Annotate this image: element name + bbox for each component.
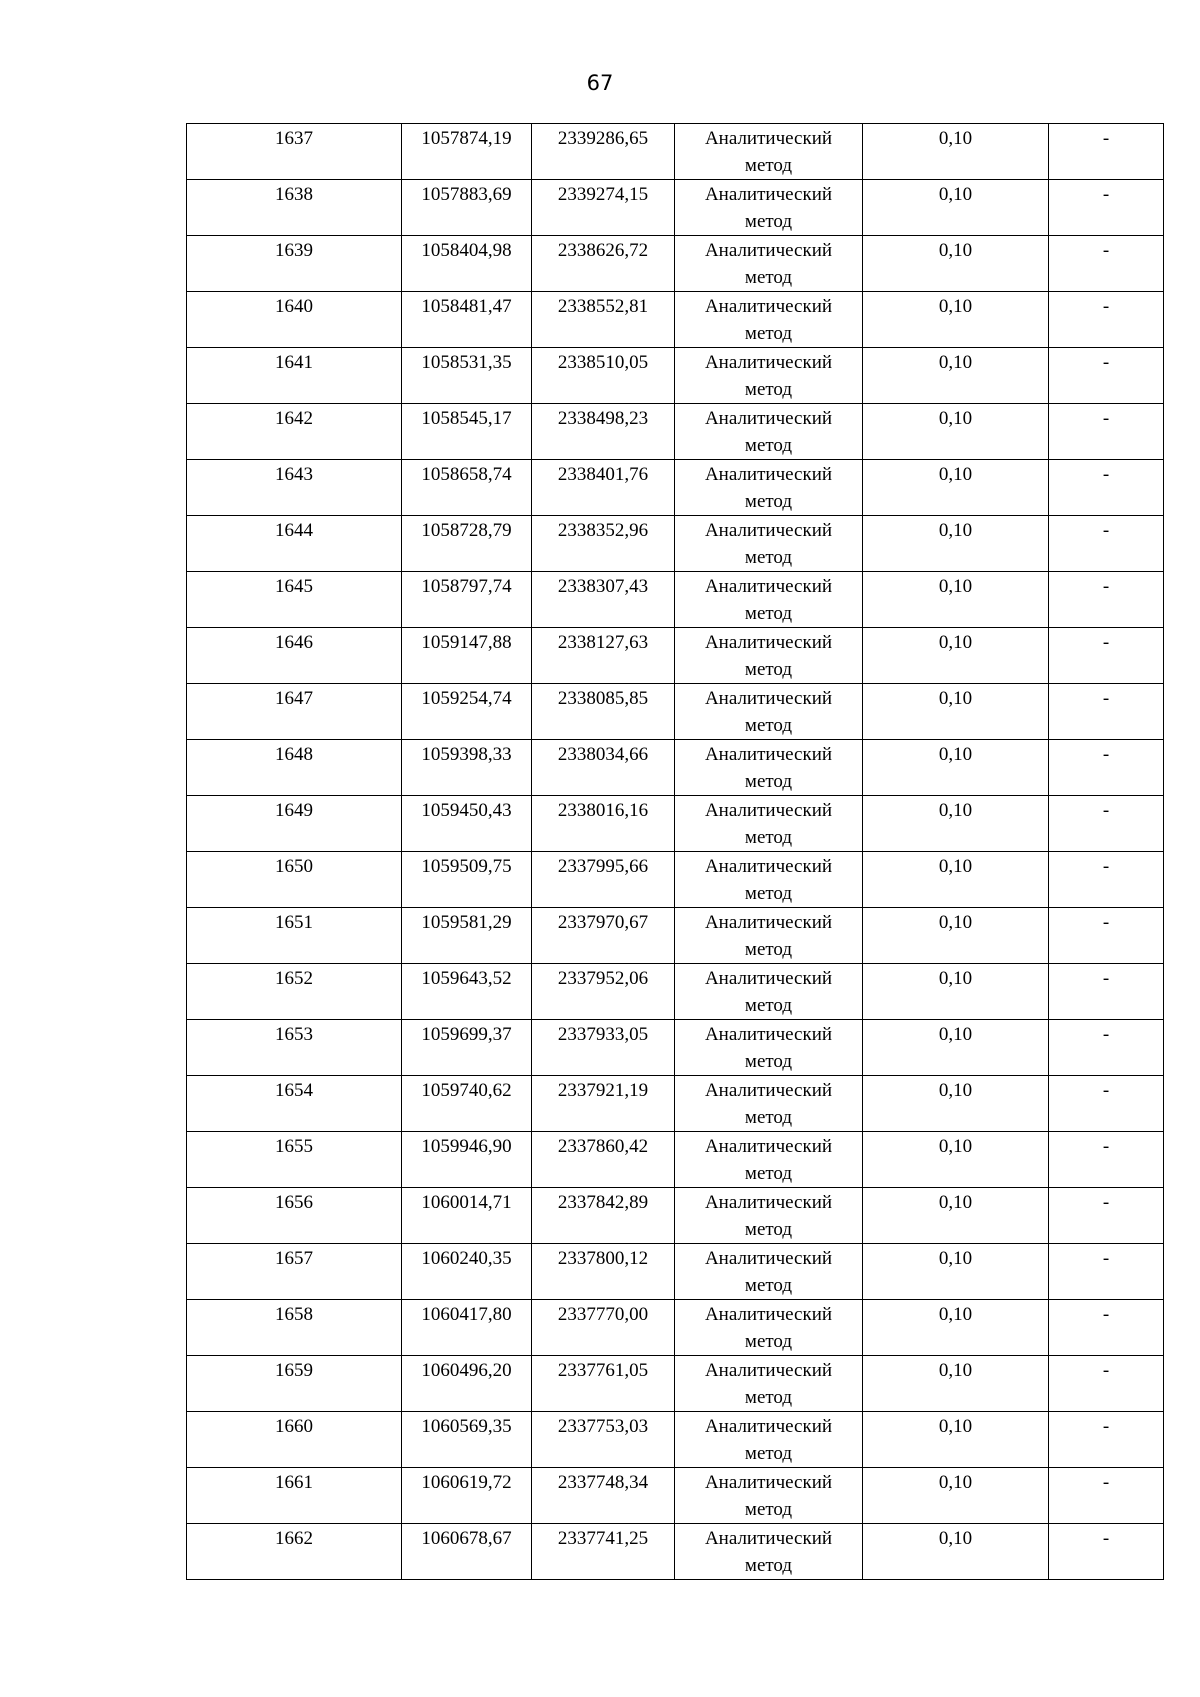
accuracy-cell: 0,10 <box>863 180 1049 236</box>
x-coordinate-cell: 1058481,47 <box>402 292 532 348</box>
method-text: Аналитический метод <box>704 296 833 344</box>
y-coordinate-cell: 2338352,96 <box>532 516 675 572</box>
x-coordinate-cell: 1058531,35 <box>402 348 532 404</box>
table-row <box>187 516 1164 572</box>
point-number-cell: 1662 <box>187 1524 402 1580</box>
method-text: Аналитический метод <box>704 1248 833 1296</box>
point-number-cell: 1654 <box>187 1076 402 1132</box>
note-cell: - <box>1049 572 1164 628</box>
point-number-cell: 1637 <box>187 124 402 180</box>
method-cell <box>675 1132 863 1188</box>
table-row <box>187 1412 1164 1468</box>
y-coordinate-cell: 2337741,25 <box>532 1524 675 1580</box>
y-coordinate-cell: 2338085,85 <box>532 684 675 740</box>
note-cell: - <box>1049 516 1164 572</box>
point-number-cell: 1651 <box>187 908 402 964</box>
method-cell <box>675 292 863 348</box>
y-coordinate-cell: 2337748,34 <box>532 1468 675 1524</box>
method-text: Аналитический метод <box>704 464 833 512</box>
note-cell: - <box>1049 348 1164 404</box>
note-cell: - <box>1049 1300 1164 1356</box>
y-coordinate-cell: 2337933,05 <box>532 1020 675 1076</box>
point-number-cell: 1641 <box>187 348 402 404</box>
point-number-cell: 1656 <box>187 1188 402 1244</box>
method-text: Аналитический метод <box>704 1080 833 1128</box>
accuracy-cell: 0,10 <box>863 124 1049 180</box>
method-cell <box>675 1020 863 1076</box>
y-coordinate-cell: 2337753,03 <box>532 1412 675 1468</box>
table-row <box>187 1188 1164 1244</box>
method-text: Аналитический метод <box>704 1472 833 1520</box>
method-text: Аналитический метод <box>704 1304 833 1352</box>
y-coordinate-cell: 2337860,42 <box>532 1132 675 1188</box>
point-number-cell: 1644 <box>187 516 402 572</box>
x-coordinate-cell: 1059509,75 <box>402 852 532 908</box>
accuracy-cell: 0,10 <box>863 1300 1049 1356</box>
note-cell: - <box>1049 628 1164 684</box>
table-row <box>187 1020 1164 1076</box>
table-row <box>187 1300 1164 1356</box>
x-coordinate-cell: 1058728,79 <box>402 516 532 572</box>
y-coordinate-cell: 2338498,23 <box>532 404 675 460</box>
x-coordinate-cell: 1057883,69 <box>402 180 532 236</box>
x-coordinate-cell: 1057874,19 <box>402 124 532 180</box>
note-cell: - <box>1049 1412 1164 1468</box>
y-coordinate-cell: 2337921,19 <box>532 1076 675 1132</box>
accuracy-cell: 0,10 <box>863 908 1049 964</box>
page-number: 67 <box>586 71 614 95</box>
accuracy-cell: 0,10 <box>863 516 1049 572</box>
y-coordinate-cell: 2339274,15 <box>532 180 675 236</box>
method-text: Аналитический метод <box>704 520 833 568</box>
y-coordinate-cell: 2337995,66 <box>532 852 675 908</box>
method-text: Аналитический метод <box>704 1416 833 1464</box>
method-cell <box>675 1300 863 1356</box>
y-coordinate-cell: 2338552,81 <box>532 292 675 348</box>
x-coordinate-cell: 1060496,20 <box>402 1356 532 1412</box>
table-row <box>187 292 1164 348</box>
note-cell: - <box>1049 1132 1164 1188</box>
method-text: Аналитический метод <box>704 408 833 456</box>
accuracy-cell: 0,10 <box>863 1244 1049 1300</box>
method-cell <box>675 348 863 404</box>
table-row <box>187 1524 1164 1580</box>
method-text: Аналитический метод <box>704 576 833 624</box>
accuracy-cell: 0,10 <box>863 292 1049 348</box>
y-coordinate-cell: 2337970,67 <box>532 908 675 964</box>
accuracy-cell: 0,10 <box>863 1468 1049 1524</box>
method-text: Аналитический метод <box>704 184 833 232</box>
accuracy-cell: 0,10 <box>863 1524 1049 1580</box>
point-number-cell: 1639 <box>187 236 402 292</box>
y-coordinate-cell: 2338307,43 <box>532 572 675 628</box>
method-cell <box>675 628 863 684</box>
point-number-cell: 1657 <box>187 1244 402 1300</box>
point-number-cell: 1661 <box>187 1468 402 1524</box>
coordinates-table <box>186 123 1164 1580</box>
x-coordinate-cell: 1058545,17 <box>402 404 532 460</box>
table-row <box>187 908 1164 964</box>
x-coordinate-cell: 1058658,74 <box>402 460 532 516</box>
table-row <box>187 684 1164 740</box>
method-text: Аналитический метод <box>704 1360 833 1408</box>
method-text: Аналитический метод <box>704 632 833 680</box>
point-number-cell: 1650 <box>187 852 402 908</box>
method-cell <box>675 404 863 460</box>
accuracy-cell: 0,10 <box>863 684 1049 740</box>
x-coordinate-cell: 1059147,88 <box>402 628 532 684</box>
note-cell: - <box>1049 1524 1164 1580</box>
accuracy-cell: 0,10 <box>863 628 1049 684</box>
method-cell <box>675 908 863 964</box>
table-row <box>187 404 1164 460</box>
accuracy-cell: 0,10 <box>863 404 1049 460</box>
method-text: Аналитический метод <box>704 912 833 960</box>
note-cell: - <box>1049 404 1164 460</box>
y-coordinate-cell: 2338127,63 <box>532 628 675 684</box>
method-cell <box>675 1188 863 1244</box>
method-text: Аналитический метод <box>704 968 833 1016</box>
method-cell <box>675 572 863 628</box>
accuracy-cell: 0,10 <box>863 572 1049 628</box>
accuracy-cell: 0,10 <box>863 460 1049 516</box>
table-row <box>187 852 1164 908</box>
accuracy-cell: 0,10 <box>863 740 1049 796</box>
accuracy-cell: 0,10 <box>863 1020 1049 1076</box>
method-text: Аналитический метод <box>704 1136 833 1184</box>
note-cell: - <box>1049 908 1164 964</box>
x-coordinate-cell: 1060619,72 <box>402 1468 532 1524</box>
table-row <box>187 1244 1164 1300</box>
method-cell <box>675 964 863 1020</box>
y-coordinate-cell: 2338016,16 <box>532 796 675 852</box>
note-cell: - <box>1049 1468 1164 1524</box>
table-row <box>187 1132 1164 1188</box>
x-coordinate-cell: 1059581,29 <box>402 908 532 964</box>
method-cell <box>675 180 863 236</box>
note-cell: - <box>1049 460 1164 516</box>
y-coordinate-cell: 2338626,72 <box>532 236 675 292</box>
note-cell: - <box>1049 292 1164 348</box>
table-row <box>187 348 1164 404</box>
accuracy-cell: 0,10 <box>863 1076 1049 1132</box>
note-cell: - <box>1049 124 1164 180</box>
x-coordinate-cell: 1060240,35 <box>402 1244 532 1300</box>
table-row <box>187 124 1164 180</box>
method-cell <box>675 516 863 572</box>
table-row <box>187 180 1164 236</box>
method-cell <box>675 1412 863 1468</box>
table-row <box>187 1076 1164 1132</box>
x-coordinate-cell: 1060569,35 <box>402 1412 532 1468</box>
point-number-cell: 1658 <box>187 1300 402 1356</box>
x-coordinate-cell: 1060417,80 <box>402 1300 532 1356</box>
method-text: Аналитический метод <box>704 1192 833 1240</box>
method-cell <box>675 1076 863 1132</box>
note-cell: - <box>1049 1188 1164 1244</box>
method-cell <box>675 684 863 740</box>
accuracy-cell: 0,10 <box>863 1356 1049 1412</box>
method-cell <box>675 236 863 292</box>
x-coordinate-cell: 1059450,43 <box>402 796 532 852</box>
table-body <box>187 124 1164 1580</box>
y-coordinate-cell: 2338401,76 <box>532 460 675 516</box>
y-coordinate-cell: 2337952,06 <box>532 964 675 1020</box>
method-text: Аналитический метод <box>704 744 833 792</box>
x-coordinate-cell: 1058797,74 <box>402 572 532 628</box>
table-row <box>187 236 1164 292</box>
accuracy-cell: 0,10 <box>863 1188 1049 1244</box>
point-number-cell: 1638 <box>187 180 402 236</box>
note-cell: - <box>1049 740 1164 796</box>
point-number-cell: 1652 <box>187 964 402 1020</box>
y-coordinate-cell: 2339286,65 <box>532 124 675 180</box>
y-coordinate-cell: 2337761,05 <box>532 1356 675 1412</box>
x-coordinate-cell: 1059643,52 <box>402 964 532 1020</box>
point-number-cell: 1655 <box>187 1132 402 1188</box>
x-coordinate-cell: 1060678,67 <box>402 1524 532 1580</box>
y-coordinate-cell: 2338510,05 <box>532 348 675 404</box>
method-text: Аналитический метод <box>704 352 833 400</box>
table-row <box>187 796 1164 852</box>
x-coordinate-cell: 1059398,33 <box>402 740 532 796</box>
note-cell: - <box>1049 1020 1164 1076</box>
method-cell <box>675 796 863 852</box>
method-text: Аналитический метод <box>704 800 833 848</box>
note-cell: - <box>1049 684 1164 740</box>
point-number-cell: 1648 <box>187 740 402 796</box>
method-cell <box>675 1356 863 1412</box>
accuracy-cell: 0,10 <box>863 852 1049 908</box>
method-cell <box>675 852 863 908</box>
y-coordinate-cell: 2337770,00 <box>532 1300 675 1356</box>
table-row <box>187 572 1164 628</box>
table-row <box>187 1356 1164 1412</box>
x-coordinate-cell: 1059699,37 <box>402 1020 532 1076</box>
table-row <box>187 964 1164 1020</box>
accuracy-cell: 0,10 <box>863 964 1049 1020</box>
accuracy-cell: 0,10 <box>863 796 1049 852</box>
accuracy-cell: 0,10 <box>863 1412 1049 1468</box>
method-cell <box>675 1468 863 1524</box>
note-cell: - <box>1049 236 1164 292</box>
method-cell <box>675 1524 863 1580</box>
method-text: Аналитический метод <box>704 856 833 904</box>
method-text: Аналитический метод <box>704 688 833 736</box>
x-coordinate-cell: 1060014,71 <box>402 1188 532 1244</box>
accuracy-cell: 0,10 <box>863 236 1049 292</box>
method-text: Аналитический метод <box>704 1528 833 1576</box>
y-coordinate-cell: 2337800,12 <box>532 1244 675 1300</box>
point-number-cell: 1646 <box>187 628 402 684</box>
x-coordinate-cell: 1059946,90 <box>402 1132 532 1188</box>
method-text: Аналитический метод <box>704 128 833 176</box>
x-coordinate-cell: 1058404,98 <box>402 236 532 292</box>
point-number-cell: 1659 <box>187 1356 402 1412</box>
method-cell <box>675 740 863 796</box>
table-row <box>187 1468 1164 1524</box>
note-cell: - <box>1049 1244 1164 1300</box>
y-coordinate-cell: 2338034,66 <box>532 740 675 796</box>
note-cell: - <box>1049 180 1164 236</box>
point-number-cell: 1645 <box>187 572 402 628</box>
note-cell: - <box>1049 1076 1164 1132</box>
y-coordinate-cell: 2337842,89 <box>532 1188 675 1244</box>
point-number-cell: 1642 <box>187 404 402 460</box>
point-number-cell: 1640 <box>187 292 402 348</box>
table-row <box>187 740 1164 796</box>
x-coordinate-cell: 1059740,62 <box>402 1076 532 1132</box>
point-number-cell: 1647 <box>187 684 402 740</box>
point-number-cell: 1660 <box>187 1412 402 1468</box>
table-row <box>187 628 1164 684</box>
method-cell <box>675 460 863 516</box>
table-row <box>187 460 1164 516</box>
accuracy-cell: 0,10 <box>863 1132 1049 1188</box>
method-cell <box>675 1244 863 1300</box>
method-text: Аналитический метод <box>704 1024 833 1072</box>
point-number-cell: 1649 <box>187 796 402 852</box>
point-number-cell: 1643 <box>187 460 402 516</box>
point-number-cell: 1653 <box>187 1020 402 1076</box>
note-cell: - <box>1049 796 1164 852</box>
note-cell: - <box>1049 1356 1164 1412</box>
method-cell <box>675 124 863 180</box>
x-coordinate-cell: 1059254,74 <box>402 684 532 740</box>
method-text: Аналитический метод <box>704 240 833 288</box>
accuracy-cell: 0,10 <box>863 348 1049 404</box>
note-cell: - <box>1049 852 1164 908</box>
note-cell: - <box>1049 964 1164 1020</box>
